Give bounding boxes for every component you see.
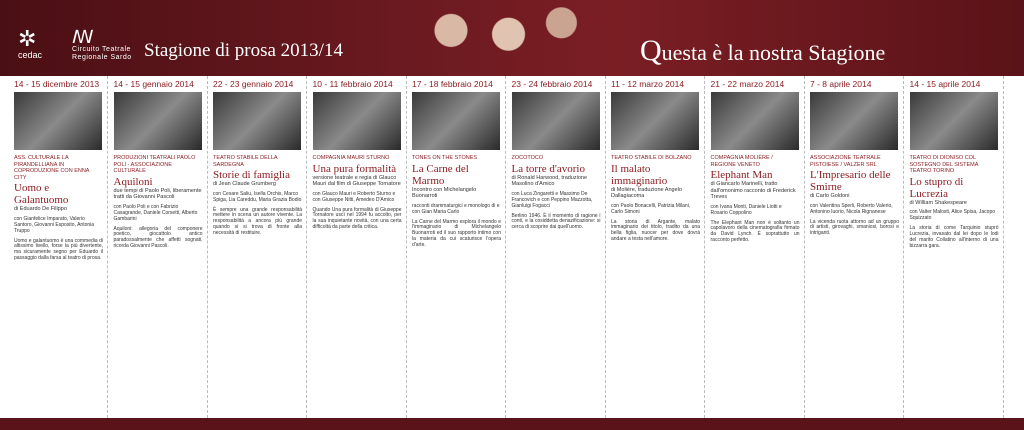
show-company: ZOCOTOCO xyxy=(511,155,544,161)
show-subtitle: due tempi di Paolo Poli, liberamente tratti da Giovanni Pascoli xyxy=(113,187,202,200)
circuito-mark-icon: ꟿ xyxy=(72,27,95,47)
show-description: Aquiloni: allegoria del componere poetico, giocattolo antico paradossalmente che affetti sognati, ricorda Giovanni Pascoli. xyxy=(113,225,203,250)
show-credits: con Ivana Monti, Daniele Liotti e Rosario Coppolino xyxy=(710,203,782,216)
circuito-logo-line2: Regionale Sardo xyxy=(72,54,132,61)
tagline xyxy=(640,34,885,68)
cedac-logo xyxy=(18,28,48,58)
show-company: TONES ON THE STONES xyxy=(412,155,478,161)
show-description: La Carne del Marmo esplora il mondo e l'immaginario di Michelangelo Buonarroti ed il suo rapporto intimo con la materia da cui scaturisce l'opera d'arte. xyxy=(412,218,501,249)
show-subtitle: Incontro con Michelangelo Buonarroti xyxy=(412,186,477,199)
show-subtitle: di Giancarlo Marinelli, tratto dall'omonimo racconto di Frederick Treves xyxy=(710,181,796,200)
tagline-rest: uesta è la nostra Stagione xyxy=(661,40,886,65)
show-date: 7 - 8 aprile 2014 xyxy=(810,79,872,89)
show-date: 14 - 15 gennaio 2014 xyxy=(113,79,194,89)
show-credits: racconti drammaturgici e monologo di e con Gian Maria Carlo xyxy=(412,202,500,215)
show-title: Il malato immaginario xyxy=(611,162,668,187)
show-photo xyxy=(313,92,401,150)
show-credits: con Valentina Sperli, Roberto Valerio, Antonino Iuorio, Nicola Rignanese xyxy=(810,202,893,215)
show-title: Storie di famiglia xyxy=(213,169,290,181)
show-column xyxy=(309,76,407,418)
show-company: COMPAGNIA MOLIÈRE / REGIONE VENETO xyxy=(710,155,773,168)
show-credits: con Valter Malosti, Alice Spisa, Jacopo Squizzato xyxy=(909,209,996,221)
cedac-logo-text: cedac xyxy=(18,50,43,60)
show-column xyxy=(707,76,805,418)
show-date: 14 - 15 dicembre 2013 xyxy=(14,79,100,89)
show-date: 14 - 15 aprile 2014 xyxy=(909,79,981,89)
show-description: La vicenda ruota attorno ad un gruppo di artisti, girovaghi, smaniosi, borosi e intriganti. xyxy=(810,218,899,237)
show-date: 17 - 18 febbraio 2014 xyxy=(412,79,493,89)
show-date: 22 - 23 gennaio 2014 xyxy=(213,79,294,89)
show-title: La torre d'avorio xyxy=(511,162,585,175)
show-photo xyxy=(114,92,202,150)
show-description: È sempre una grande responsabilità mettere in scena un autore vivente. La responsabilità a ancora più grande quando si si trova di fronte alla necessità di restituire. xyxy=(213,206,302,237)
show-title: Elephant Man xyxy=(710,169,773,181)
tagline-initial: Q xyxy=(640,34,662,67)
show-company: TEATRO STABILE DI BOLZANO xyxy=(611,155,692,161)
show-column xyxy=(806,76,904,418)
show-title: Uomo e Galantuomo xyxy=(14,182,69,206)
show-credits: con Cesare Saliu, Isella Orchis, Marco Spiga, Lia Careddu, Maria Grazia Bodio xyxy=(213,190,302,203)
season-title: Stagione di prosa 2013/14 xyxy=(144,40,343,61)
show-title: La Carne del Marmo xyxy=(412,162,469,187)
show-photo xyxy=(910,92,998,150)
show-company: PRODUZIONI TEATRALI PAOLO POLI - ASSOCIAZIONE CULTURALE xyxy=(113,155,196,174)
show-photo xyxy=(512,92,600,150)
show-column xyxy=(408,76,506,418)
show-description: La storia di come Tarquinio stuprò Lucrezia, invasato dal lei dopo le lodi del marito Collatino all'interno di una bizzarra gara. xyxy=(909,225,999,249)
show-date: 10 - 11 febbraio 2014 xyxy=(312,79,393,89)
show-subtitle: di Jean Claude Grumberg xyxy=(213,181,276,187)
show-subtitle: di Ronald Harwood, traduzione Masolino d'Amico xyxy=(511,174,588,187)
show-column xyxy=(110,76,208,418)
show-photo xyxy=(611,92,699,150)
show-photo xyxy=(412,92,500,150)
show-description: The Elephant Man non è soltanto un capolavoro della cinematografia firmato da David Lynch. È soprattutto un racconto perfetto. xyxy=(710,219,800,244)
show-description: Berlino 1946. È il momento di ragione i conti, e la cosiddetta denazificazione: si cerca di scoprire dai quell'uomo. xyxy=(511,212,601,231)
show-subtitle: versione teatrale e regia di Glauco Mauri dal film di Giuseppe Tornatore xyxy=(312,174,401,187)
show-company: TEATRO STABILE DELLA SARDEGNA xyxy=(213,155,278,168)
header-banner xyxy=(0,0,1024,76)
show-company: ASSOCIAZIONE TEATRALE PISTOIESE / VALZER SRL xyxy=(810,155,881,168)
footer-band xyxy=(0,418,1024,430)
show-company: ASS. CULTURALE LA PIRANDELLIANA IN COPRODUZIONE CON ENNA CITY xyxy=(14,155,90,181)
header-photo-faces xyxy=(382,0,612,76)
show-credits: con Paolo Bonacelli, Patrizia Milani, Carlo Simoni xyxy=(611,202,691,215)
show-date: 21 - 22 marzo 2014 xyxy=(710,79,785,89)
show-company: COMPAGNIA MAURI STURNO xyxy=(312,155,390,161)
show-date: 23 - 24 febbraio 2014 xyxy=(511,79,593,89)
show-subtitle: di Carlo Goldoni xyxy=(810,193,850,199)
circuito-logo xyxy=(72,28,132,62)
show-description: Quando Una pura formalità di Giuseppe Tornatore uscì nel 1994 fu accolto, per la sua inquietante novità, con una certa difficoltà da parte della critica. xyxy=(312,206,402,231)
show-subtitle: di Molière, traduzione Angelo Dallagiacoma xyxy=(611,186,682,199)
show-description: Uomo e galantuomo è una commedia di altissimo livello, forse la più divertente, ma sicuramente segno per Eduardo il passaggio dalla farsa al teatro di prosa. xyxy=(14,237,103,262)
show-subtitle: di Eduardo De Filippo xyxy=(14,206,67,212)
show-column xyxy=(10,76,108,418)
cedac-mark-icon: ✲ xyxy=(18,26,37,51)
show-title: Aquiloni xyxy=(113,175,153,188)
show-credits: con Luca Zingaretti e Massimo De Francovich e con Peppino Mazzotta, Gianluigi Fogacci xyxy=(511,190,593,209)
show-title: Una pura formalità xyxy=(312,162,397,175)
show-photo xyxy=(213,92,301,150)
show-column xyxy=(508,76,606,418)
show-title: L'Impresario delle Smirne xyxy=(810,169,891,193)
show-photo xyxy=(711,92,799,150)
show-column xyxy=(209,76,307,418)
circuito-logo-line1: Circuito Teatrale xyxy=(72,46,131,53)
show-photo xyxy=(14,92,102,150)
show-subtitle: di William Shakespeare xyxy=(909,199,967,206)
show-photo xyxy=(810,92,898,150)
show-credits: con Gianfelice Imparato, Valerio Santoro, Giovanni Esposito, Antonia Truppo xyxy=(14,215,95,234)
show-column xyxy=(906,76,1004,418)
show-company: TEATRO DI DIONISO COL SOSTEGNO DEL SISTEMA TEATRO TORINO xyxy=(909,155,979,174)
show-title: Lo stupro di Lucrezia xyxy=(909,175,964,200)
show-credits: con Paolo Poli e con Fabrizio Casagrande, Daniele Corsetti, Alberto Gambarini xyxy=(113,203,198,222)
show-column xyxy=(607,76,705,418)
show-date: 11 - 12 marzo 2014 xyxy=(611,79,685,89)
show-description: La storia di Argante, malato immaginario dei titolo, tradito da una bella figlia, nuocer per dove dovrà andare a testa nell'amore. xyxy=(611,218,700,243)
show-credits: con Glauco Mauri e Roberto Sturno e con Giuseppe Nitti, Amedeo D'Amico xyxy=(312,190,396,203)
